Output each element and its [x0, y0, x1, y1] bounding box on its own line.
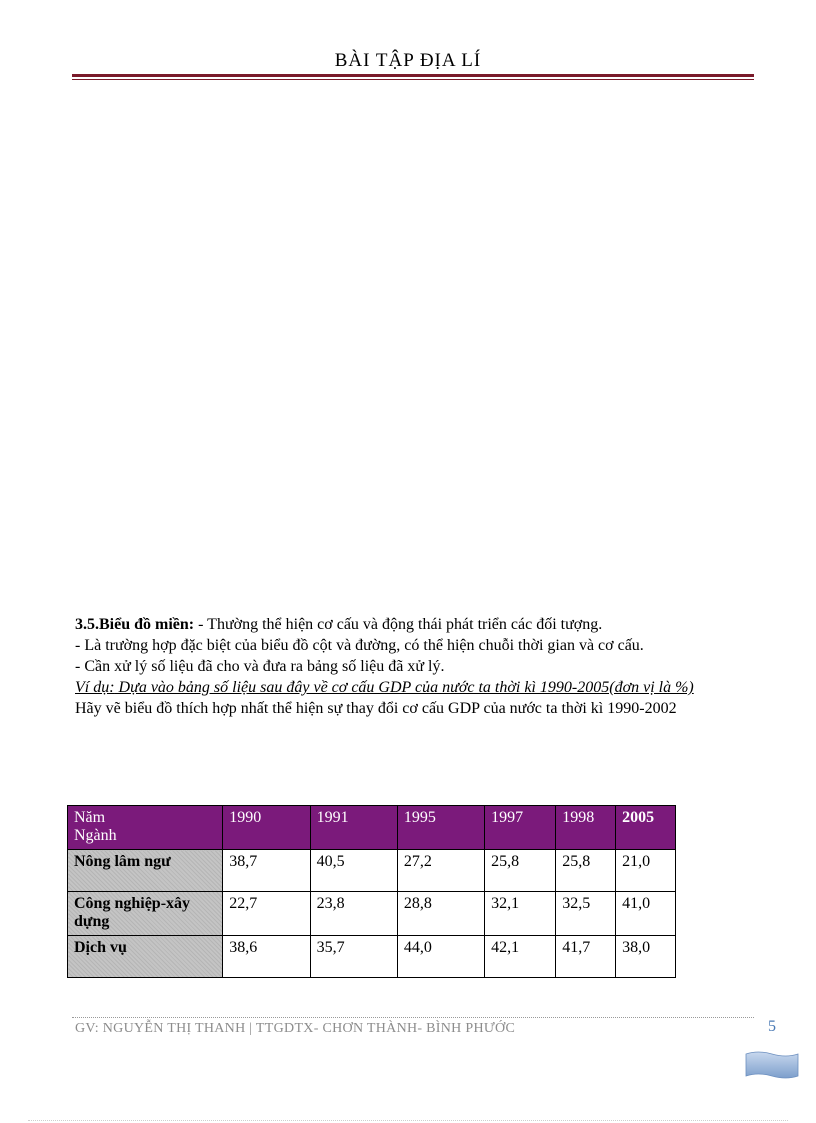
year-header: 1998 [556, 806, 616, 850]
table-cell: 25,8 [485, 850, 556, 892]
table-cell: 23,8 [310, 892, 397, 936]
table-cell: 41,0 [616, 892, 676, 936]
paragraph-processing: - Cần xử lý số liệu đã cho và đưa ra bảng số liệu đã xử lý. [75, 658, 445, 675]
header-divider [72, 74, 754, 77]
page-bottom-divider [28, 1120, 788, 1121]
table-cell: 27,2 [397, 850, 484, 892]
paragraph-example [75, 677, 765, 698]
page-ribbon-icon [744, 1050, 800, 1080]
definition-text: - Thường thể hiện cơ cấu và động thái phát triển các đối tượng. [194, 616, 603, 633]
footer-author: GV: NGUYỄN THỊ THANH | TTGDTX- CHƠN THÀNH- BÌNH PHƯỚC [75, 1021, 516, 1036]
year-header: 2005 [616, 806, 676, 850]
table-row [68, 892, 676, 936]
year-header: 1990 [223, 806, 310, 850]
example-text: Dựa vào bảng số liệu sau đây về cơ cấu GDP của nước ta thời kì 1990-2005(đơn vị là %) [114, 679, 694, 696]
year-header: 1995 [397, 806, 484, 850]
corner-sector-label: Ngành [74, 827, 117, 844]
table-cell: 22,7 [223, 892, 310, 936]
table-cell: 32,1 [485, 892, 556, 936]
row-label: Công nghiệp-xây dựng [68, 892, 223, 936]
table-corner-cell [68, 806, 223, 850]
table-cell: 32,5 [556, 892, 616, 936]
example-label: Ví dụ: [75, 679, 115, 696]
row-label: Dịch vụ [68, 936, 223, 978]
table-row [68, 936, 676, 978]
paragraph-task: Hãy vẽ biểu đồ thích hợp nhất thể hiện sự thay đổi cơ cấu GDP của nước ta thời kì 1990-2002 [75, 700, 677, 717]
table-cell: 44,0 [397, 936, 484, 978]
table-cell: 41,7 [556, 936, 616, 978]
paragraph-definition [75, 614, 765, 635]
gdp-structure-table [67, 805, 676, 978]
paragraph-special-case: - Là trường hợp đặc biệt của biểu đồ cột và đường, có thể hiện chuỗi thời gian và cơ cấu. [75, 637, 644, 654]
year-header: 1991 [310, 806, 397, 850]
corner-year-label: Năm [74, 809, 106, 826]
year-header: 1997 [485, 806, 556, 850]
table-cell: 38,7 [223, 850, 310, 892]
table-cell: 42,1 [485, 936, 556, 978]
table-cell: 40,5 [310, 850, 397, 892]
page-header-title: BÀI TẬP ĐỊA LÍ [334, 50, 482, 71]
table-header-row [68, 806, 676, 850]
page-number: 5 [768, 1018, 776, 1035]
table-cell: 35,7 [310, 936, 397, 978]
document-body [75, 614, 765, 719]
table-cell: 38,6 [223, 936, 310, 978]
footer-divider [72, 1017, 754, 1018]
table-cell: 28,8 [397, 892, 484, 936]
table-cell: 38,0 [616, 936, 676, 978]
section-heading: 3.5.Biểu đồ miền: [75, 616, 195, 633]
table-row [68, 850, 676, 892]
table-cell: 21,0 [616, 850, 676, 892]
row-label: Nông lâm ngư [68, 850, 223, 892]
header-divider-thin [72, 79, 754, 80]
table-cell: 25,8 [556, 850, 616, 892]
